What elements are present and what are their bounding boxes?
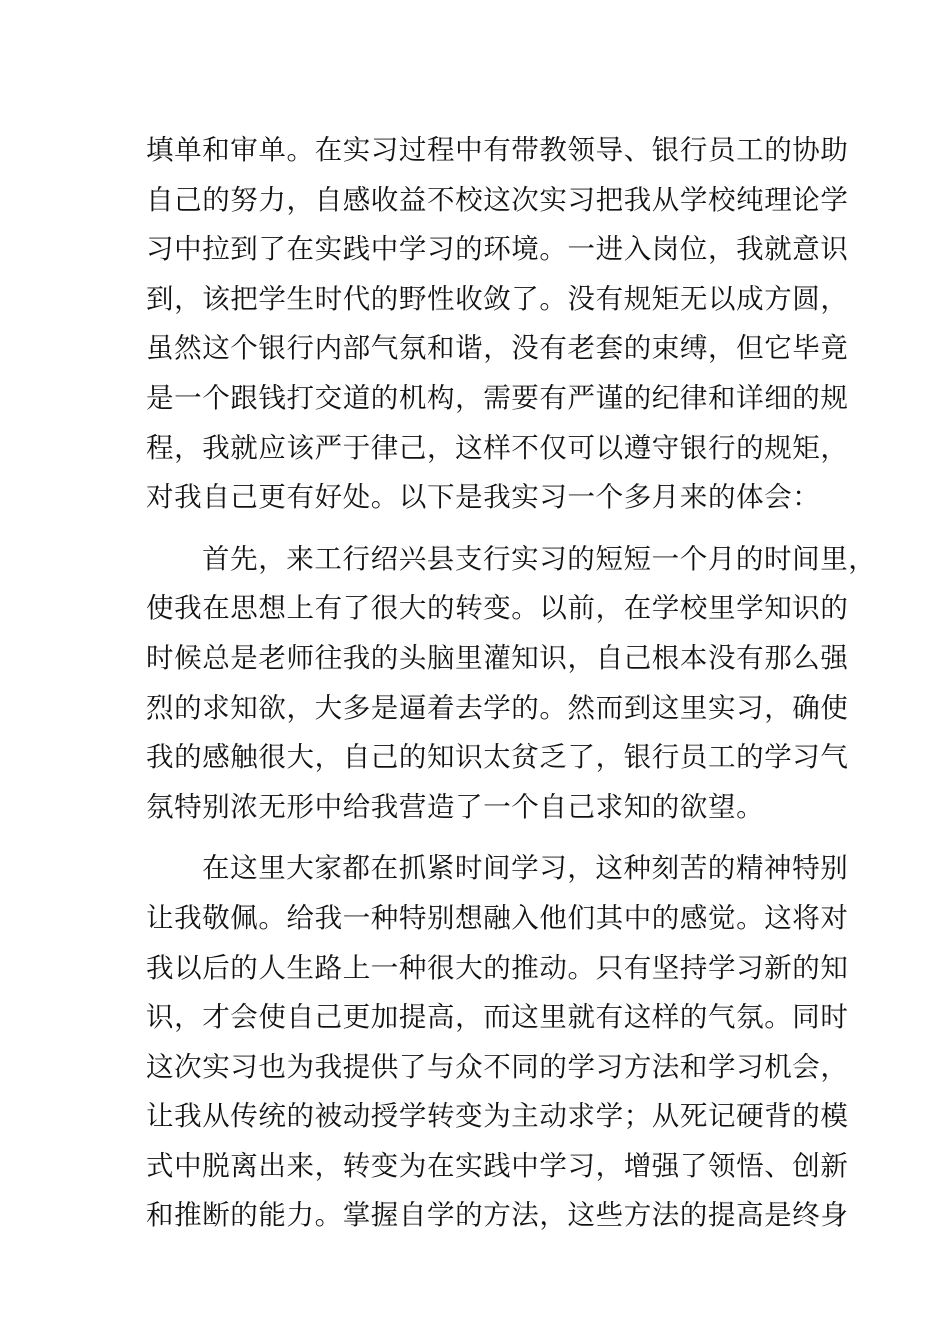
text-line: 虽然这个银行内部气氛和谐，没有老套的束缚，但它毕竟 xyxy=(146,332,849,365)
text-line: 是一个跟钱打交道的机构，需要有严谨的纪律和详细的规 xyxy=(146,381,849,414)
text-line: 对我自己更有好处。以下是我实习一个多月来的体会： xyxy=(146,481,821,514)
text-line: 我的感触很大，自己的知识太贫乏了，银行员工的学习气 xyxy=(146,741,849,774)
text-line: 和推断的能力。掌握自学的方法，这些方法的提高是终身 xyxy=(146,1199,849,1232)
text-line: 识，才会使自己更加提高，而这里就有这样的气氛。同时 xyxy=(146,1001,849,1034)
paragraph-first-line: 在这里大家都在抓紧时间学习，这种刻苦的精神特别 xyxy=(202,852,849,885)
body-text xyxy=(146,126,877,1241)
text-line: 氛特别浓无形中给我营造了一个自己求知的欲望。 xyxy=(146,790,765,823)
text-line: 时候总是老师往我的头脑里灌知识，自己根本没有那么强 xyxy=(146,641,849,674)
text-line: 使我在思想上有了很大的转变。以前，在学校里学知识的 xyxy=(146,592,849,625)
text-line: 程，我就应该严于律己，这样不仅可以遵守银行的规矩， xyxy=(146,431,849,464)
text-line: 式中脱离出来，转变为在实践中学习，增强了领悟、创新 xyxy=(146,1149,849,1182)
text-line: 习中拉到了在实践中学习的环境。一进入岗位，我就意识 xyxy=(146,233,849,266)
text-line: 自己的努力，自感收益不校这次实习把我从学校纯理论学 xyxy=(146,183,849,216)
text-line: 让我从传统的被动授学转变为主动求学；从死记硬背的模 xyxy=(146,1100,849,1133)
text-line: 我以后的人生路上一种很大的推动。只有坚持学习新的知 xyxy=(146,951,849,984)
text-line: 烈的求知欲，大多是逼着去学的。然而到这里实习，确使 xyxy=(146,691,849,724)
text-line: 到，该把学生时代的野性收敛了。没有规矩无以成方圆， xyxy=(146,282,849,315)
text-line: 这次实习也为我提供了与众不同的学习方法和学习机会， xyxy=(146,1050,849,1083)
text-line: 让我敬佩。给我一种特别想融入他们其中的感觉。这将对 xyxy=(146,901,849,934)
text-line: 填单和审单。在实习过程中有带教领导、银行员工的协助 xyxy=(146,134,849,166)
paragraph-first-line: 首先，来工行绍兴县支行实习的短短一个月的时间里， xyxy=(202,542,877,575)
